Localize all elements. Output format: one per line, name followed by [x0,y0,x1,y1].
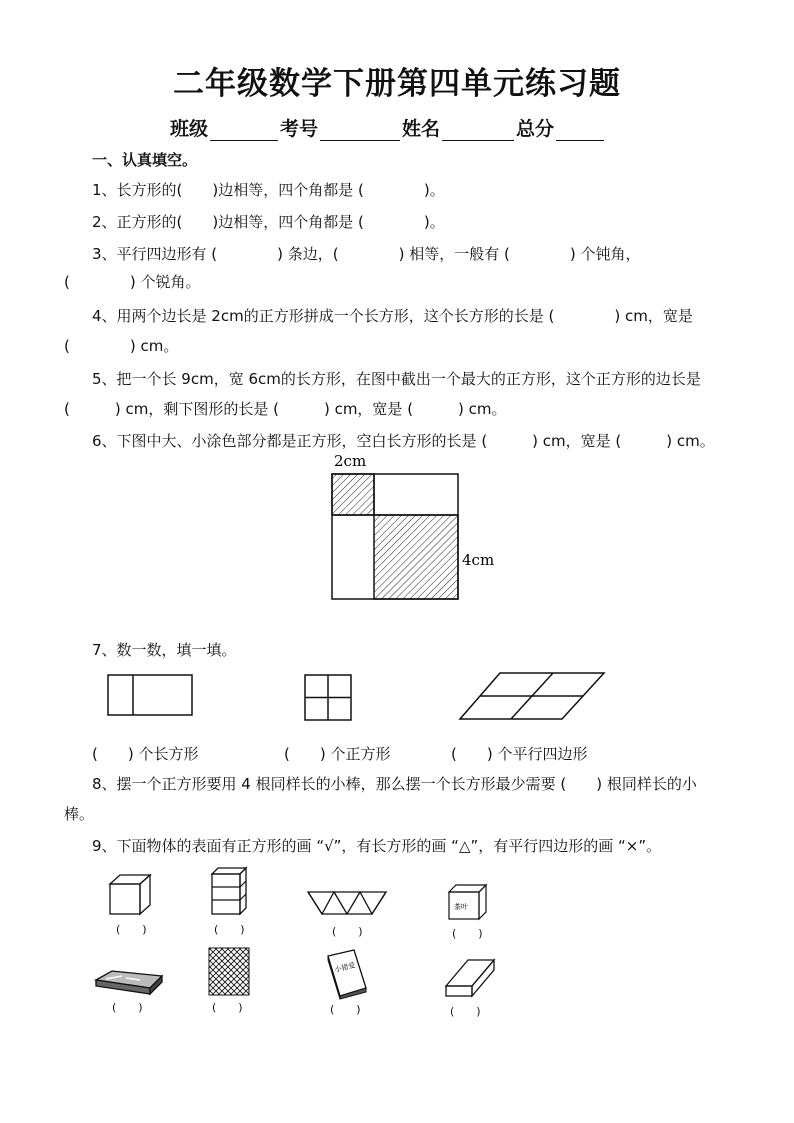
question-4-line-1: 4、用两个边长是 2cm的正方形拼成一个长方形，这个长方形的长是 ( ) cm，宽是 [92,307,693,325]
triangle-strip-icon [306,888,388,918]
question-3-line-2: ( ) 个锐角。 [64,273,201,291]
answer-blank-cuboid[interactable]: ( ) [450,1005,481,1018]
tea-box-icon [446,882,490,922]
class-blank[interactable] [210,122,278,141]
answer-blank-triangles[interactable]: ( ) [332,925,363,938]
exam-no-blank[interactable] [320,122,400,141]
answer-blank-cube[interactable]: ( ) [116,923,147,936]
answer-blank-mesh[interactable]: ( ) [212,1001,243,1014]
worksheet-title: 二年级数学下册第四单元练习题 [173,66,621,102]
q7-parallelogram-count: ( ) 个平行四边形 [451,745,588,763]
q7-parallelogram-shape [458,671,608,723]
book-title: 小猪爱 [333,961,357,975]
cube-icon [106,872,154,918]
q7-rectangle-count: ( ) 个长方形 [92,745,199,763]
question-5-line-2: ( ) cm，剩下图形的长是 ( ) cm，宽是 ( ) cm。 [64,400,507,418]
squares-figure [320,448,495,608]
question-6: 6、下图中大、小涂色部分都是正方形，空白长方形的长是 ( ) cm，宽是 ( ) cm。 [92,432,715,450]
class-label: 班级 [170,118,209,140]
answer-blank-blocks[interactable]: ( ) [214,923,245,936]
student-info-line [170,114,606,141]
cuboid-bar-icon [442,956,498,1000]
stacked-blocks-icon [206,866,252,918]
question-9: 9、下面物体的表面有正方形的画 “√”，有长方形的画 “△”，有平行四边形的画 “×”。 [92,837,662,855]
eraser-icon [92,968,166,998]
q7-square-count: ( ) 个正方形 [284,745,391,763]
score-blank[interactable] [556,122,604,141]
answer-blank-eraser[interactable]: ( ) [112,1001,143,1014]
question-3-line-1: 3、平行四边形有 ( ) 条边，( ) 相等，一般有 ( ) 个钝角， [92,245,641,263]
book-icon [324,948,370,1000]
question-1: 1、长方形的( )边相等，四个角都是 ( )。 [92,181,445,199]
answer-blank-book[interactable]: ( ) [330,1003,361,1016]
small-square-label: 2cm [334,452,367,470]
question-8-line-1: 8、摆一个正方形要用 4 根同样长的小棒，那么摆一个长方形最少需要 ( ) 根同样长的小 [92,775,697,793]
mesh-panel-icon [207,946,251,998]
tea-box-label: 茶叶 [454,903,468,911]
large-square-label: 4cm [462,551,495,569]
score-label: 总分 [516,118,555,140]
name-label: 姓名 [402,118,441,140]
large-shaded-square [374,515,458,599]
small-shaded-square [332,474,374,515]
question-7: 7、数一数，填一填。 [92,641,237,659]
name-blank[interactable] [442,122,514,141]
q7-square-shape [303,673,355,723]
q7-rectangle-shape [106,673,196,719]
question-2: 2、正方形的( )边相等，四个角都是 ( )。 [92,213,445,231]
answer-blank-tea-box[interactable]: ( ) [452,927,483,940]
exam-no-label: 考号 [280,118,319,140]
question-5-line-1: 5、把一个长 9cm，宽 6cm的长方形，在图中截出一个最大的正方形，这个正方形的边长是 [92,370,701,388]
section-heading: 一、认真填空。 [92,151,198,169]
question-8-line-2: 棒。 [64,805,95,823]
question-4-line-2: ( ) cm。 [64,337,179,355]
